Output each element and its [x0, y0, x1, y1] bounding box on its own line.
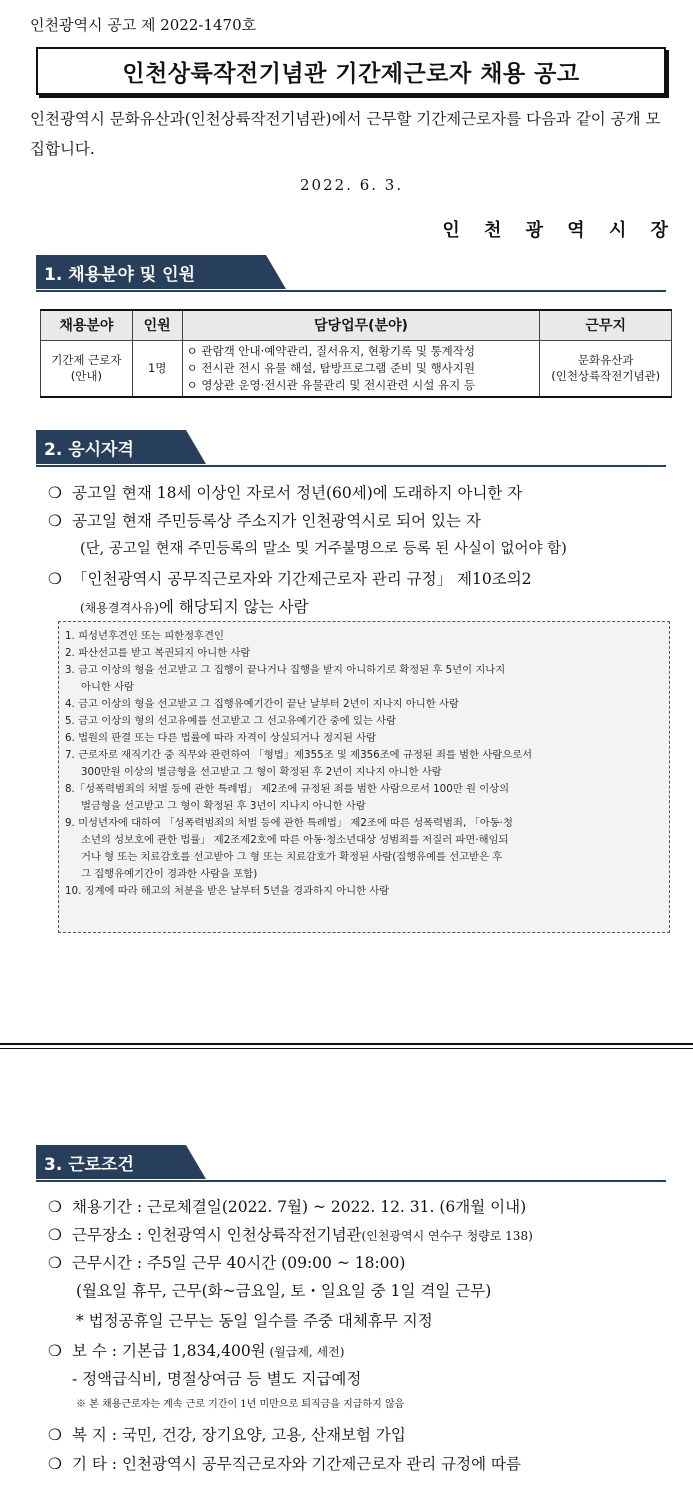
circle-bullet-icon: ❍	[48, 570, 62, 588]
section-3-title: 3. 근로조건	[44, 1155, 134, 1175]
list-item: 벌금형을 선고받고 그 형이 확정된 후 3년이 지나지 아니한 사람	[81, 800, 366, 812]
disqualification-box	[58, 621, 670, 933]
circle-bullet-icon: ❍	[48, 1426, 62, 1444]
condition-subitem: - 정액급식비, 명절상여금 등 별도 지급예정	[72, 1370, 362, 1388]
circle-bullet-icon: ❍	[48, 1198, 62, 1216]
qualification-item-cont: (채용결격사유)에 해당되지 않는 사람	[80, 598, 309, 616]
section-1-title: 1. 채용분야 및 인원	[44, 265, 195, 285]
circle-bullet-icon: ❍	[48, 1342, 62, 1360]
qualification-note: (단, 공고일 현재 주민등록의 말소 및 거주불명으로 등록 된 사실이 없어야 함)	[80, 541, 567, 557]
list-item: 1. 피성년후견인 또는 피한정후견인	[65, 630, 224, 642]
circle-bullet-icon: ❍	[48, 1455, 62, 1473]
list-item: 소년의 성보호에 관한 법률」 제2조제2호에 따른 아동·청소년대상 성범죄를 저질러 파면·해임되	[81, 834, 509, 846]
condition-note: ※ 본 채용근로자는 계속 근로 기간이 1년 미만으로 퇴직금을 지급하지 않음	[76, 1399, 405, 1410]
list-item: 6. 법원의 판결 또는 다른 법률에 따라 자격이 상실되거나 정지된 사람	[65, 732, 377, 744]
count-cell: 1명	[132, 340, 182, 397]
table-header-row	[41, 310, 672, 340]
recruit-table	[40, 309, 672, 398]
section-2-heading	[36, 430, 306, 464]
circle-bullet-icon: ❍	[48, 1226, 62, 1244]
condition-item: ❍ 복 지 : 국민, 건강, 장기요양, 고용, 산재보험 가입	[48, 1422, 406, 1448]
list-item: 300만원 이상의 벌금형을 선고받고 그 형이 확정된 후 2년이 지나지 아니한 사람	[81, 766, 442, 778]
page-title: 인천상륙작전기념관 기간제근로자 채용 공고	[122, 60, 580, 87]
list-item: 10. 징계에 따라 해고의 처분을 받은 날부터 5년을 경과하지 아니한 사람	[65, 885, 390, 897]
header-workplace: 근무지	[540, 310, 672, 340]
condition-item: ❍ 기 타 : 인천광역시 공무직근로자와 기간제근로자 관리 규정에 따름	[48, 1451, 521, 1477]
table-row	[41, 340, 672, 397]
qualification-item: ❍ 공고일 현재 18세 이상인 자로서 정년(60세)에 도래하지 아니한 자	[48, 480, 678, 506]
section-1-heading	[36, 255, 306, 289]
issuer: 인 천 광 역 시 장	[442, 220, 677, 241]
condition-subitem: (월요일 휴무, 근무(화~금요일, 토・일요일 중 1일 격일 근무)	[76, 1282, 492, 1300]
list-item: 5. 금고 이상의 형의 선고유예를 선고받고 그 선고유예기간 중에 있는 사람	[65, 715, 397, 727]
page-divider	[0, 1043, 693, 1049]
workplace-cell: 문화유산과 (인천상륙작전기념관)	[540, 340, 672, 397]
list-item: 그 집행유예기간이 경과한 사람을 포함)	[81, 868, 258, 880]
list-item: 3. 금고 이상의 형을 선고받고 그 집행이 끝나거나 집행을 받지 아니하기로 확정된 후 5년이 지나지	[65, 664, 506, 676]
list-item: 4. 금고 이상의 형을 선고받고 그 집행유예기간이 끝난 날부터 2년이 지나지 아니한 사람	[65, 698, 459, 710]
condition-item: ❍ 보 수 : 기본급 1,834,400원 (월급제, 세전)	[48, 1338, 344, 1365]
field-cell: 기간제 근로자 (안내)	[41, 340, 133, 397]
section-2-title: 2. 응시자격	[44, 440, 134, 460]
qualification-item: ❍ 「인천광역시 공무직근로자와 기간제근로자 관리 규정」 제10조의2	[48, 566, 678, 592]
circle-bullet-icon: ❍	[48, 512, 62, 530]
condition-item: ❍ 근무시간 : 주5일 근무 40시간 (09:00 ~ 18:00)	[48, 1250, 405, 1276]
header-count: 인원	[132, 310, 182, 340]
list-item: 9. 미성년자에 대하여 「성폭력범죄의 처벌 등에 관한 특례법」 제2조에 따른 성폭력범죄, 「아동·청	[65, 817, 513, 829]
circle-bullet-icon: ❍	[48, 484, 62, 502]
condition-item: ❍ 채용기간 : 근로체결일(2022. 7월) ~ 2022. 12. 31. (6개월 이내)	[48, 1194, 526, 1220]
notice-number: 인천광역시 공고 제 2022-1470호	[30, 16, 257, 34]
duties-cell: ㅇ 관람객 안내·예약관리, 질서유지, 현황기록 및 통계작성 ㅇ 전시관 전시 유물 해설, 탐방프로그램 준비 및 행사지원 ㅇ 영상관 운영·전시관 유물관리 및 전시관련 시설 유지 등	[182, 340, 540, 397]
qualification-item: ❍ 공고일 현재 주민등록상 주소지가 인천광역시로 되어 있는 자	[48, 508, 678, 534]
list-item: 아니한 사람	[81, 681, 135, 693]
intro-paragraph: 인천광역시 문화유산과(인천상륙작전기념관)에서 근무할 기간제근로자를 다음과 같이 공개 모집합니다.	[30, 110, 661, 158]
announcement-date: 2022. 6. 3.	[300, 176, 404, 194]
list-item: 2. 파산선고를 받고 복권되지 아니한 사람	[65, 647, 251, 659]
condition-item: ❍ 근무장소 : 인천광역시 인천상륙작전기념관(인천광역시 연수구 청량로 138)	[48, 1222, 533, 1249]
condition-subitem: * 법정공휴일 근무는 동일 일수를 주중 대체휴무 지정	[76, 1312, 433, 1330]
title-box	[36, 47, 666, 95]
circle-bullet-icon: ❍	[48, 1254, 62, 1272]
header-field: 채용분야	[41, 310, 133, 340]
list-item: 거나 형 또는 치료감호를 선고받아 그 형 또는 치료감호가 확정된 사람(집행유예를 선고받은 후	[81, 851, 503, 863]
list-item: 7. 근로자로 재직기간 중 직무와 관련하여 「형법」제355조 및 제356조에 규정된 죄를 범한 사람으로서	[65, 749, 533, 761]
list-item: 8.「성폭력범죄의 처벌 등에 관한 특례법」 제2조에 규정된 죄를 범한 사람으로서 100만 원 이상의	[65, 783, 510, 795]
section-3-heading	[36, 1145, 306, 1179]
header-duties: 담당업무(분야)	[182, 310, 540, 340]
